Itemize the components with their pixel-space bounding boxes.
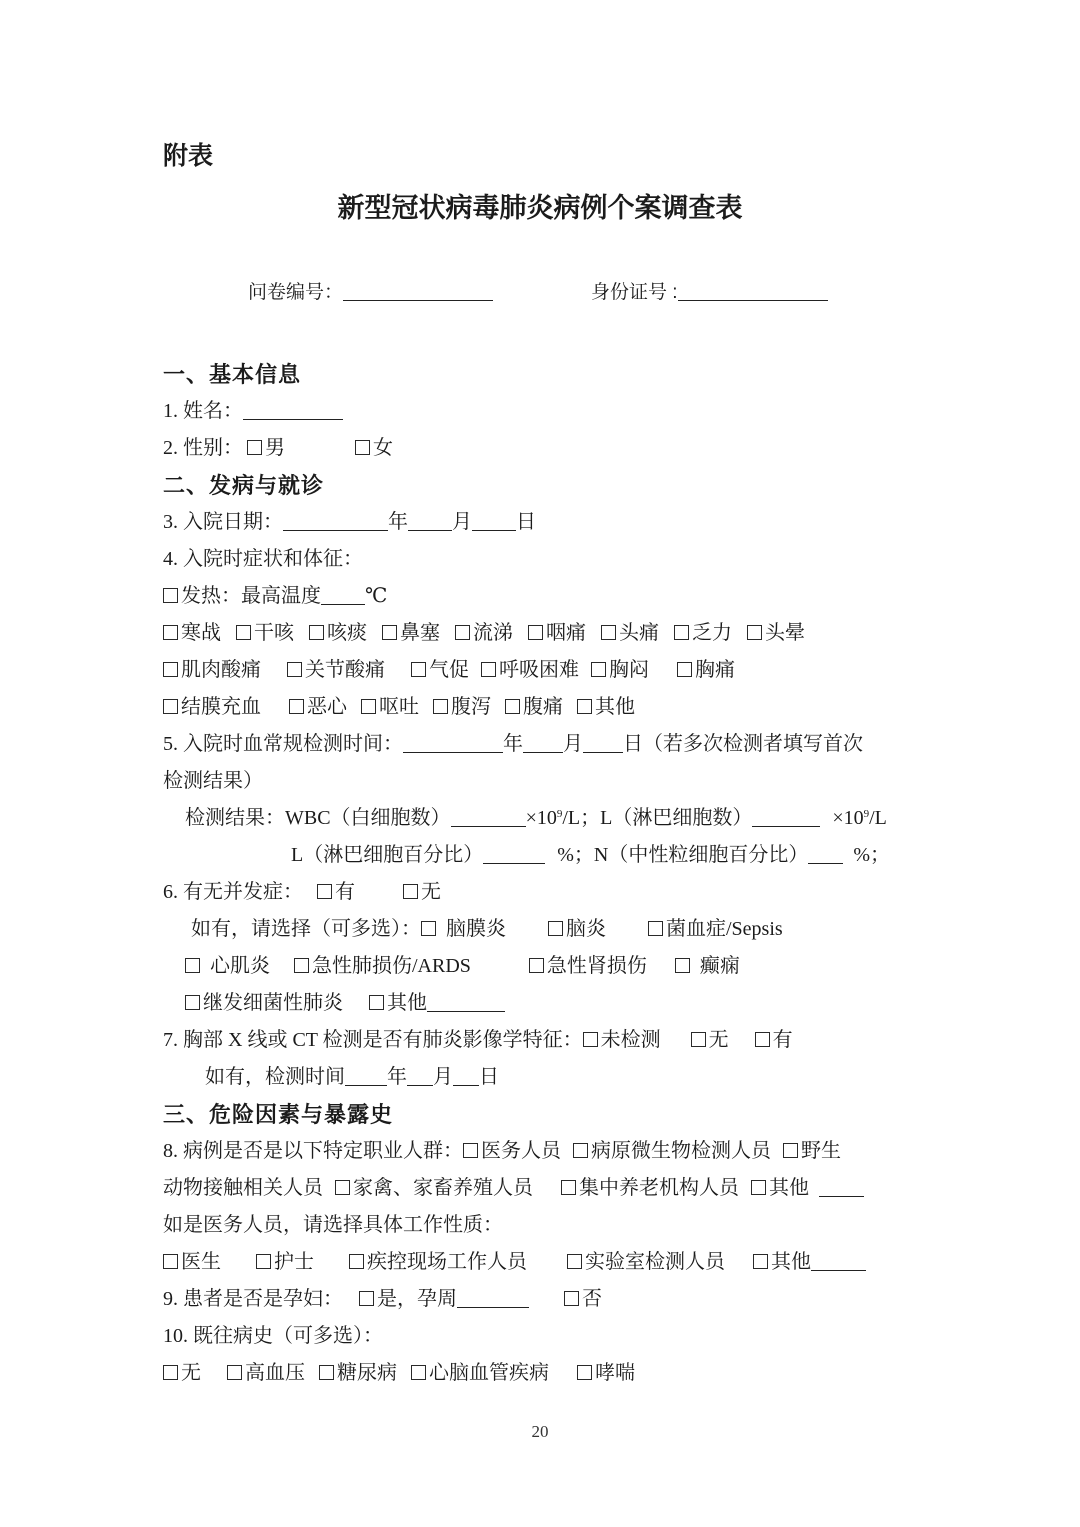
blank-field[interactable] [407,1068,433,1086]
checkbox-icon[interactable] [335,1180,350,1195]
form-text: 月 [452,511,472,533]
checkbox-option[interactable] [455,615,513,652]
checkbox-icon[interactable] [349,1254,364,1269]
checkbox-icon[interactable] [421,921,436,936]
checkbox-option[interactable] [355,430,393,467]
checkbox-option[interactable] [783,1133,841,1170]
checkbox-option[interactable] [648,911,783,948]
checkbox-option[interactable] [163,1244,221,1281]
form-line [163,615,917,652]
form-text: 动物接触相关人员 [163,1177,323,1199]
checkbox-icon[interactable] [163,699,178,714]
form-text: %；N（中性粒细胞百分比） [557,844,809,866]
checkbox-option[interactable] [674,615,732,652]
form-text: 日（若多次检测者填写首次 [623,733,863,755]
checkbox-icon[interactable] [463,1143,478,1158]
checkbox-option[interactable] [294,948,471,985]
checkbox-option[interactable] [411,1355,549,1392]
checkbox-option[interactable] [411,652,469,689]
checkbox-icon[interactable] [163,662,178,677]
checkbox-option[interactable] [247,430,285,467]
checkbox-icon[interactable] [185,958,200,973]
checkbox-icon[interactable] [256,1254,271,1269]
checkbox-option[interactable] [528,615,586,652]
blank-field[interactable] [243,402,343,420]
blank-field[interactable] [283,513,388,531]
checkbox-option[interactable] [361,689,419,726]
checkbox-icon[interactable] [455,625,470,640]
form-text: ×10 [832,807,864,829]
checkbox-icon[interactable] [564,1291,579,1306]
form-text: L（淋巴细胞百分比） [291,844,484,866]
checkbox-label: 流涕 [473,622,513,644]
checkbox-label: 头痛 [619,622,659,644]
checkbox-label: 糖尿病 [337,1362,397,1384]
section-heading: 三、危险因素与暴露史 [163,1102,394,1127]
form-line [163,985,917,1022]
blank-field[interactable] [453,1068,479,1086]
checkbox-option[interactable] [185,985,343,1022]
checkbox-icon[interactable] [163,1254,178,1269]
checkbox-icon[interactable] [529,958,544,973]
blank-field[interactable] [427,994,505,1012]
checkbox-label: 寒战 [181,622,221,644]
checkbox-icon[interactable] [382,625,397,640]
form-text: 3. 入院日期： [163,511,283,533]
form-text: /L [869,807,887,829]
checkbox-icon[interactable] [648,921,663,936]
checkbox-option[interactable] [317,874,355,911]
checkbox-option[interactable] [433,689,491,726]
checkbox-icon[interactable] [601,625,616,640]
blank-field[interactable] [472,513,516,531]
checkbox-option[interactable] [319,1355,397,1392]
checkbox-option[interactable] [573,1133,771,1170]
checkbox-label: 哮喘 [595,1362,635,1384]
form-text: 检测结果） [163,770,263,792]
blank-field[interactable] [345,1068,387,1086]
checkbox-label: 医生 [181,1251,221,1273]
checkbox-option[interactable] [227,1355,305,1392]
form-line [163,1207,917,1244]
checkbox-icon[interactable] [227,1365,242,1380]
checkbox-option[interactable] [561,1170,739,1207]
checkbox-icon[interactable] [236,625,251,640]
checkbox-option[interactable] [163,578,321,615]
checkbox-option[interactable] [505,689,563,726]
form-line [163,1318,917,1355]
checkbox-icon[interactable] [677,662,692,677]
blank-field[interactable] [811,1253,866,1271]
checkbox-label: 未检测 [600,1029,661,1051]
checkbox-icon[interactable] [369,995,384,1010]
blank-field[interactable] [583,735,623,753]
checkbox-label: 集中养老机构人员 [579,1177,739,1199]
superscript: 9 [556,808,563,820]
checkbox-icon[interactable] [163,625,178,640]
checkbox-label: 呕吐 [379,696,419,718]
form-line [163,393,917,430]
form-line [163,948,917,985]
checkbox-icon[interactable] [528,625,543,640]
checkbox-icon[interactable] [317,884,332,899]
checkbox-icon[interactable] [783,1143,798,1158]
form-text: 7. 胸部 X 线或 CT 检测是否有肺炎影像学特征： [163,1029,583,1051]
form-text: 10. 既往病史（可多选）： [163,1325,383,1347]
checkbox-icon[interactable] [309,625,324,640]
form-line [163,874,917,911]
form-line [163,541,917,578]
checkbox-label: 关节酸痛 [305,659,385,681]
checkbox-icon[interactable] [674,625,689,640]
checkbox-icon[interactable] [747,625,762,640]
form-text: /L；L（淋巴细胞数） [562,807,753,829]
form-text: 年 [388,511,408,533]
checkbox-icon[interactable] [359,1291,374,1306]
checkbox-icon[interactable] [691,1032,706,1047]
form-text: 年 [503,733,523,755]
form-text: 1. 姓名： [163,400,243,422]
checkbox-label: 乏力 [692,622,732,644]
checkbox-label: 病原微生物检测人员 [591,1140,771,1162]
form-line [163,1281,917,1318]
checkbox-label: 急性肺损伤/ARDS [312,955,471,977]
form-line [163,689,917,726]
checkbox-label: 野生 [801,1140,841,1162]
header-fields [163,278,917,308]
checkbox-option[interactable] [601,615,659,652]
page-number: 20 [531,1422,549,1441]
form-text: 年 [387,1066,407,1088]
form-line [163,763,917,800]
form-line [163,1022,917,1059]
checkbox-label: 其他 [771,1251,811,1273]
section-heading: 二、发病与就诊 [163,473,325,498]
checkbox-icon[interactable] [561,1180,576,1195]
form-text: ×10 [525,807,557,829]
form-text: 4. 入院时症状和体征： [163,548,363,570]
form-text: 如有，检测时间 [205,1066,345,1088]
checkbox-icon[interactable] [753,1254,768,1269]
blank-field[interactable] [457,1290,529,1308]
checkbox-icon[interactable] [505,699,520,714]
form-line [163,652,917,689]
blank-field[interactable] [752,809,820,827]
checkbox-icon[interactable] [289,699,304,714]
checkbox-label: 菌血症/Sepsis [666,918,783,940]
checkbox-option[interactable] [751,1170,809,1207]
form-line [163,1059,917,1096]
checkbox-option[interactable] [309,615,367,652]
form-line [163,1244,917,1281]
checkbox-label: 无 [421,881,441,903]
form-text: 月 [563,733,583,755]
checkbox-label: 其他 [387,992,427,1014]
checkbox-label: 否 [582,1288,602,1310]
checkbox-icon[interactable] [185,995,200,1010]
checkbox-icon[interactable] [247,440,262,455]
checkbox-label: 癫痫 [699,955,740,977]
form-line [163,726,917,763]
checkbox-label: 继发细菌性肺炎 [203,992,343,1014]
form-text: %； [853,844,890,866]
checkbox-label: 腹泻 [451,696,491,718]
checkbox-label: 呼吸困难 [499,659,579,681]
checkbox-icon[interactable] [577,699,592,714]
checkbox-option[interactable] [591,652,649,689]
checkbox-label: 发热：最高温度 [181,585,321,607]
checkbox-option[interactable] [335,1170,533,1207]
questionnaire-no-label: 问卷编号： [248,282,344,303]
checkbox-label: 急性肾损伤 [546,955,647,977]
checkbox-option[interactable] [675,948,740,985]
blank-field[interactable] [808,846,843,864]
checkbox-icon[interactable] [591,662,606,677]
checkbox-label: 鼻塞 [400,622,440,644]
checkbox-label: 无 [708,1029,729,1051]
checkbox-option[interactable] [577,689,635,726]
checkbox-label: 腹痛 [523,696,563,718]
checkbox-label: 结膜充血 [181,696,261,718]
id-card-label: 身份证号 : [591,282,678,303]
checkbox-icon[interactable] [433,699,448,714]
form-lines [163,356,917,1392]
checkbox-label: 实验室检测人员 [585,1251,725,1273]
blank-field[interactable] [403,735,503,753]
checkbox-option[interactable] [185,948,270,985]
checkbox-option[interactable] [287,652,385,689]
checkbox-label: 有 [335,881,355,903]
checkbox-label: 其他 [769,1177,809,1199]
checkbox-option[interactable] [163,1355,201,1392]
checkbox-option[interactable] [691,1022,729,1059]
form-text: 5. 入院时血常规检测时间： [163,733,403,755]
blank-field[interactable] [523,735,563,753]
checkbox-option[interactable] [755,1022,793,1059]
checkbox-option[interactable] [403,874,441,911]
section-heading: 一、基本信息 [163,362,302,387]
checkbox-option[interactable] [567,1244,725,1281]
checkbox-label: 疾控现场工作人员 [367,1251,527,1273]
form-line [163,1133,917,1170]
checkbox-option[interactable] [163,689,261,726]
form-line [163,578,917,615]
checkbox-icon[interactable] [163,588,178,603]
checkbox-label: 胸闷 [609,659,649,681]
form-line [163,1170,917,1207]
checkbox-label: 脑膜炎 [446,918,506,940]
checkbox-icon[interactable] [294,958,309,973]
checkbox-icon[interactable] [573,1143,588,1158]
checkbox-option[interactable] [583,1022,661,1059]
checkbox-label: 无 [181,1362,201,1384]
form-text: 日 [516,511,536,533]
form-text: 2. 性别： [163,437,243,459]
checkbox-option[interactable] [349,1244,527,1281]
checkbox-label: 女 [373,437,393,459]
checkbox-label: 护士 [274,1251,314,1273]
appendix-label: 附表 [163,142,214,170]
checkbox-icon[interactable] [411,662,426,677]
checkbox-label: 恶心 [307,696,347,718]
checkbox-label: 心脑血管疾病 [429,1362,549,1384]
checkbox-icon[interactable] [481,662,496,677]
checkbox-label: 咽痛 [546,622,586,644]
checkbox-icon[interactable] [411,1365,426,1380]
checkbox-icon[interactable] [675,958,690,973]
checkbox-option[interactable] [577,1355,635,1392]
checkbox-label: 心肌炎 [210,955,270,977]
checkbox-option[interactable] [421,911,506,948]
checkbox-label: 气促 [429,659,469,681]
blank-field[interactable] [321,587,365,605]
checkbox-option[interactable] [256,1244,314,1281]
checkbox-label: 其他 [595,696,635,718]
form-line [163,911,917,948]
checkbox-option[interactable] [369,985,427,1022]
checkbox-icon[interactable] [361,699,376,714]
checkbox-option[interactable] [753,1244,811,1281]
checkbox-option[interactable] [236,615,294,652]
blank-field[interactable] [483,846,545,864]
checkbox-icon[interactable] [287,662,302,677]
checkbox-label: 医务人员 [481,1140,561,1162]
checkbox-label: 脑炎 [566,918,606,940]
checkbox-label: 干咳 [254,622,294,644]
form-line [163,430,917,467]
checkbox-option[interactable] [529,948,647,985]
checkbox-option[interactable] [677,652,735,689]
questionnaire-no-input[interactable] [343,283,493,301]
form-text: 如有，请选择（可多选）： [191,918,421,940]
checkbox-icon[interactable] [751,1180,766,1195]
form-text: 月 [433,1066,453,1088]
form-text: 6. 有无并发症： [163,881,303,903]
blank-field[interactable] [819,1179,864,1197]
checkbox-label: 是，孕周 [377,1288,457,1310]
checkbox-label: 男 [265,437,285,459]
form-text: 8. 病例是否是以下特定职业人群： [163,1140,463,1162]
form-text: 检测结果：WBC（白细胞数） [185,807,451,829]
form-line [163,837,917,874]
checkbox-label: 咳痰 [327,622,367,644]
checkbox-option[interactable] [163,615,221,652]
checkbox-option[interactable] [463,1133,561,1170]
id-card-input[interactable] [678,283,828,301]
checkbox-option[interactable] [163,652,261,689]
form-text: 日 [479,1066,499,1088]
checkbox-label: 高血压 [245,1362,305,1384]
form-line [163,504,917,541]
form-text: 9. 患者是否是孕妇： [163,1288,343,1310]
form-line [163,800,917,837]
checkbox-icon[interactable] [755,1032,770,1047]
checkbox-label: 胸痛 [695,659,735,681]
checkbox-icon[interactable] [583,1032,598,1047]
checkbox-option[interactable] [548,911,606,948]
checkbox-icon[interactable] [403,884,418,899]
page-title: 新型冠状病毒肺炎病例个案调查表 [337,193,743,223]
checkbox-icon[interactable] [319,1365,334,1380]
blank-field[interactable] [451,809,526,827]
checkbox-label: 有 [772,1029,793,1051]
checkbox-option[interactable] [359,1281,457,1318]
checkbox-option[interactable] [289,689,347,726]
form-text: ℃ [365,585,388,607]
checkbox-label: 肌肉酸痛 [181,659,261,681]
form-line [163,1355,917,1392]
checkbox-option[interactable] [747,615,805,652]
checkbox-icon[interactable] [163,1365,178,1380]
checkbox-option[interactable] [382,615,440,652]
checkbox-icon[interactable] [567,1254,582,1269]
checkbox-label: 家禽、家畜养殖人员 [353,1177,533,1199]
checkbox-icon[interactable] [355,440,370,455]
checkbox-label: 头晕 [765,622,805,644]
checkbox-option[interactable] [564,1281,602,1318]
checkbox-icon[interactable] [548,921,563,936]
checkbox-option[interactable] [481,652,579,689]
blank-field[interactable] [408,513,452,531]
checkbox-icon[interactable] [577,1365,592,1380]
form-text: 如是医务人员，请选择具体工作性质： [163,1214,503,1236]
superscript: 9 [863,808,870,820]
